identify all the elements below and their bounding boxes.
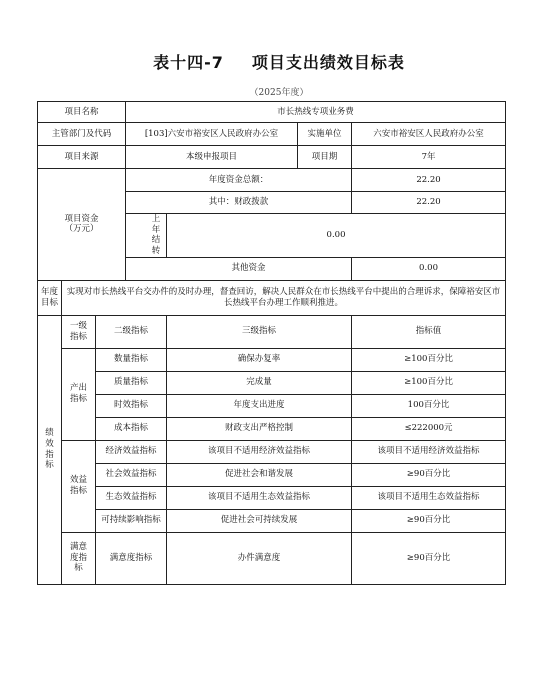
table-row [38, 486, 506, 509]
level3-cell: 财政支出严格控制 [167, 417, 352, 440]
table-row [38, 417, 506, 440]
table-row [38, 463, 506, 486]
row-indicator-header [38, 315, 506, 348]
table-row [38, 394, 506, 417]
level3-cell: 促进社会和谐发展 [167, 463, 352, 486]
indicator-value: ≥90百分比 [352, 463, 506, 486]
level2-cell: 可持续影响指标 [96, 509, 167, 532]
funds-other-value: 0.00 [352, 257, 506, 280]
table-number: 表十四-7 [153, 53, 224, 72]
goal-text: 实现对市长热线平台交办件的及时办理，督查回访，解决人民群众在市长热线平台中提出的合理诉求，保障裕安区市长热线平台办理工作顺利推进。 [62, 280, 506, 315]
indicator-value: ≥100百分比 [352, 371, 506, 394]
level2-cell: 社会效益指标 [96, 463, 167, 486]
satisfaction-indicator-label: 满意 度指 标 [62, 532, 96, 584]
impl-unit-value: 六安市裕安区人民政府办公室 [352, 123, 506, 146]
level3-cell: 年度支出进度 [167, 394, 352, 417]
level3-header: 三级指标 [167, 315, 352, 348]
funds-carryover-label: 上年结转 [126, 214, 167, 258]
goal-label: 年度 目标 [38, 280, 62, 315]
funds-label: 项目资金 （万元） [38, 169, 126, 281]
project-name-value: 市长热线专项业务费 [126, 102, 506, 123]
row-project-name [38, 102, 506, 123]
level3-cell: 该项目不适用经济效益指标 [167, 440, 352, 463]
indicators-label: 绩 效 指 标 [38, 315, 62, 584]
level2-cell: 成本指标 [96, 417, 167, 440]
project-name-label: 项目名称 [38, 102, 126, 123]
level3-cell: 确保办复率 [167, 348, 352, 371]
level2-cell: 生态效益指标 [96, 486, 167, 509]
table-row [38, 532, 506, 584]
level2-cell: 数量指标 [96, 348, 167, 371]
indicator-value: 该项目不适用经济效益指标 [352, 440, 506, 463]
fiscal-year: （2025年度） [249, 88, 309, 98]
level1-header: 一级 指标 [62, 315, 96, 348]
department-label: 主管部门及代码 [38, 123, 126, 146]
level3-cell: 促进社会可持续发展 [167, 509, 352, 532]
row-source [38, 146, 506, 169]
row-funds-total [38, 169, 506, 192]
source-value: 本级申报项目 [126, 146, 298, 169]
table-row [38, 509, 506, 532]
funds-fiscal-label: 其中：财政拨款 [126, 192, 352, 214]
indicator-value: ≥90百分比 [352, 509, 506, 532]
performance-table [37, 101, 506, 585]
funds-other-label: 其他资金 [126, 257, 352, 280]
page-title [0, 50, 558, 73]
table-row [38, 440, 506, 463]
level2-header: 二级指标 [96, 315, 167, 348]
funds-total-value: 22.20 [352, 169, 506, 192]
level3-cell: 完成量 [167, 371, 352, 394]
funds-total-label: 年度资金总额： [126, 169, 352, 192]
indicator-value: 100百分比 [352, 394, 506, 417]
level3-cell: 该项目不适用生态效益指标 [167, 486, 352, 509]
row-annual-goal [38, 280, 506, 315]
indicator-value: ≤222000元 [352, 417, 506, 440]
period-value: 7年 [352, 146, 506, 169]
output-indicator-label: 产出 指标 [62, 348, 96, 440]
table-row [38, 348, 506, 371]
table-title: 项目支出绩效目标表 [251, 53, 405, 72]
level3-cell: 办件满意度 [167, 532, 352, 584]
department-value: [103]六安市裕安区人民政府办公室 [126, 123, 298, 146]
table-row [38, 371, 506, 394]
level2-cell: 时效指标 [96, 394, 167, 417]
period-label: 项目期 [298, 146, 352, 169]
benefit-indicator-label: 效益 指标 [62, 440, 96, 532]
level2-cell: 经济效益指标 [96, 440, 167, 463]
indicator-value: 该项目不适用生态效益指标 [352, 486, 506, 509]
value-header: 指标值 [352, 315, 506, 348]
indicator-value: ≥90百分比 [352, 532, 506, 584]
funds-fiscal-value: 22.20 [352, 192, 506, 214]
source-label: 项目来源 [38, 146, 126, 169]
impl-unit-label: 实施单位 [298, 123, 352, 146]
indicator-value: ≥100百分比 [352, 348, 506, 371]
row-department [38, 123, 506, 146]
funds-carryover-value: 0.00 [167, 214, 506, 258]
level2-cell: 质量指标 [96, 371, 167, 394]
level2-cell: 满意度指标 [96, 532, 167, 584]
